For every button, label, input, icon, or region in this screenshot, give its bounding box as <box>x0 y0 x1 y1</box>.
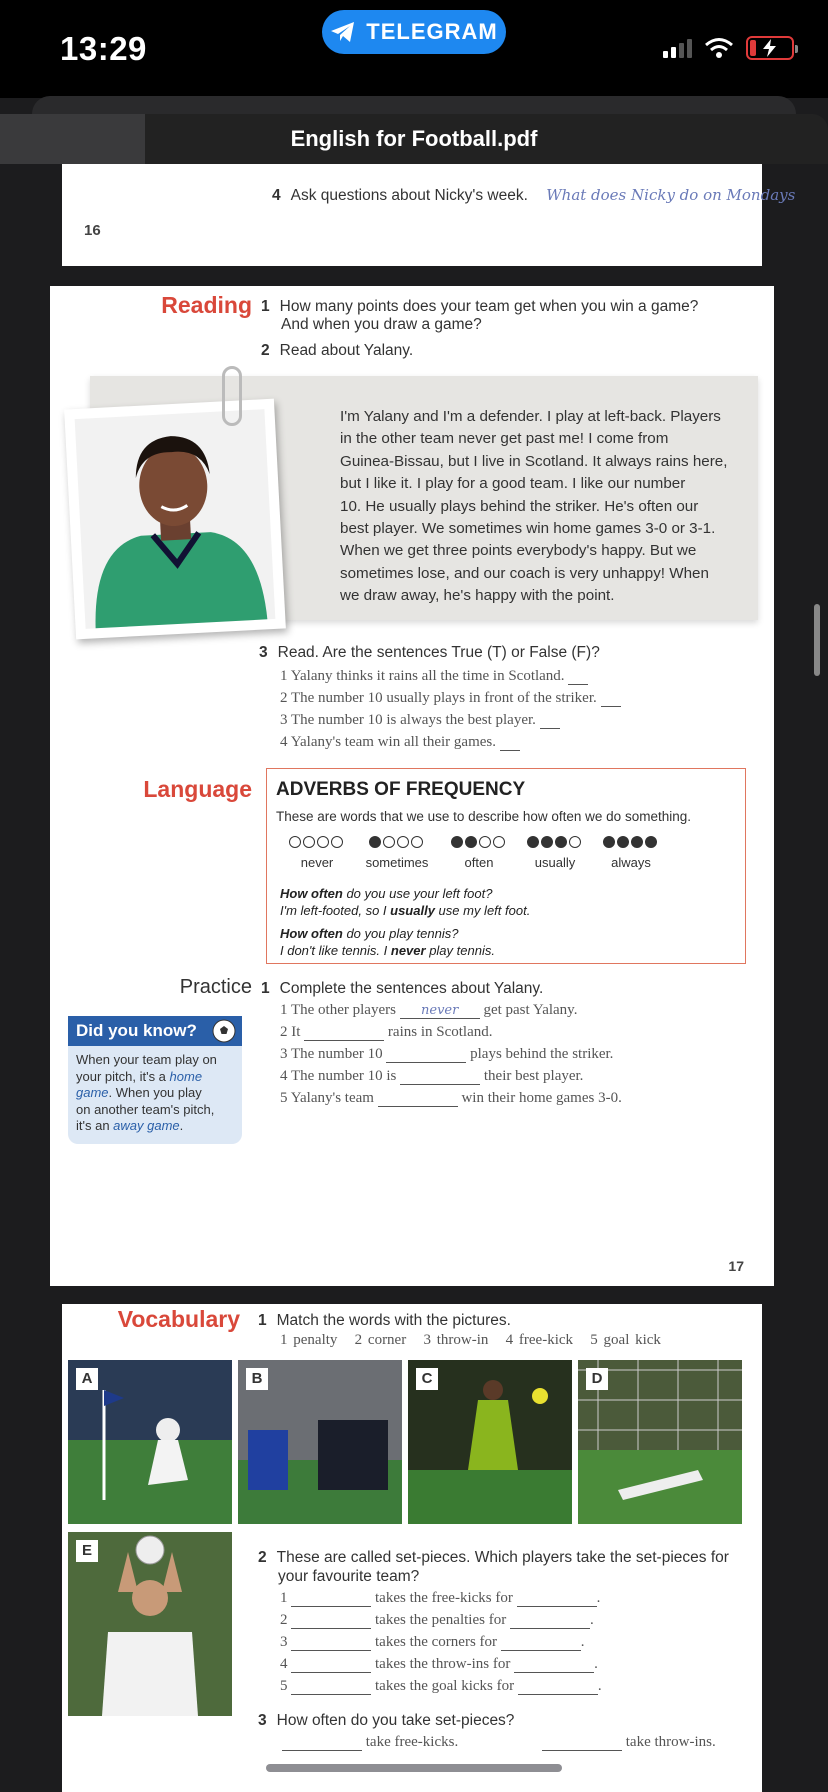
scale-dots <box>357 833 437 851</box>
filled-dot-icon <box>603 836 615 848</box>
photo-tag: B <box>246 1368 268 1390</box>
vocab-q2: 2 These are called set-pieces. Which players take the set-pieces for your favourite team? <box>258 1549 729 1585</box>
tf-statement-1: 1 Yalany thinks it rains all the time in Scotland. <box>280 668 588 685</box>
practice-q1: 1 Complete the sentences about Yalany. <box>261 980 544 997</box>
telegram-label: TELEGRAM <box>366 19 498 44</box>
vocab-q3-line-left: take free-kicks. <box>282 1734 458 1751</box>
reading-label: Reading <box>161 292 252 318</box>
filled-dot-icon <box>527 836 539 848</box>
empty-dot-icon <box>317 836 329 848</box>
adverbs-box <box>266 768 746 964</box>
empty-dot-icon <box>331 836 343 848</box>
vocab-q3: 3 How often do you take set-pieces? <box>258 1712 515 1729</box>
vocabulary-label: Vocabulary <box>117 1306 240 1332</box>
document-title: English for Football.pdf <box>290 126 538 151</box>
photo-tag: D <box>586 1368 608 1390</box>
empty-dot-icon <box>479 836 491 848</box>
home-indicator[interactable] <box>266 1764 562 1772</box>
reading-q1: 1 How many points does your team get when you win a game? And when you draw a game? <box>261 298 699 333</box>
adverbs-example-2: How often do you play tennis? I don't like tennis. I never play tennis. <box>280 926 495 958</box>
scale-usually: usually <box>519 833 591 870</box>
photo-tag: A <box>76 1368 98 1390</box>
scale-dots <box>519 833 591 851</box>
wifi-icon <box>704 37 734 59</box>
vocab-q3-line-right: take throw-ins. <box>542 1734 716 1751</box>
practice-sentence-2: 2 It rains in Scotland. <box>280 1024 493 1040</box>
practice-sentence-4: 4 The number 10 is their best player. <box>280 1068 584 1084</box>
scale-dots <box>443 833 515 851</box>
filled-dot-icon <box>541 836 553 848</box>
telegram-icon <box>330 21 356 43</box>
football-icon <box>212 1019 236 1043</box>
setpiece-line-4: 4 takes the throw-ins for . <box>280 1656 598 1672</box>
adverbs-title: ADVERBS OF FREQUENCY <box>276 779 526 800</box>
filled-dot-icon <box>451 836 463 848</box>
empty-dot-icon <box>303 836 315 848</box>
pdf-page-17 <box>50 286 774 1286</box>
setpiece-line-1: 1 takes the free-kicks for . <box>280 1590 601 1606</box>
scale-often: often <box>443 833 515 870</box>
scale-always: always <box>595 833 667 870</box>
empty-dot-icon <box>569 836 581 848</box>
practice-label: Practice <box>179 976 252 998</box>
empty-dot-icon <box>493 836 505 848</box>
filled-dot-icon <box>631 836 643 848</box>
setpiece-line-3: 3 takes the corners for . <box>280 1634 585 1650</box>
photo-e-throw-in <box>68 1532 232 1716</box>
player-photo <box>64 399 286 640</box>
pdf-page-18 <box>62 1304 762 1792</box>
pdf-page-16 <box>62 164 796 266</box>
adverbs-example-1: How often do you use your left foot? I'm left-footed, so I usually use my left foot. <box>280 886 531 918</box>
frequency-scale <box>281 833 721 877</box>
language-label: Language <box>143 776 252 802</box>
did-you-know-text: When your team play on your pitch, it's a home game. When you play on another team's pitch, it's an away game. <box>76 1052 217 1133</box>
vocab-word-list: 1 penalty 2 corner 3 throw-in 4 free-kick 5 goal kick <box>280 1332 661 1348</box>
reading-q3: 3 Read. Are the sentences True (T) or False (F)? <box>259 644 600 661</box>
filled-dot-icon <box>369 836 381 848</box>
page-number: 17 <box>728 1258 744 1274</box>
filled-dot-icon <box>465 836 477 848</box>
did-you-know-box <box>68 1016 242 1144</box>
tf-statement-3: 3 The number 10 is always the best player. <box>280 712 560 729</box>
vocab-q1: 1 Match the words with the pictures. <box>258 1312 511 1329</box>
paper-clip-icon <box>222 366 242 426</box>
handwritten-answer: What does Nicky do on Mondays <box>546 186 796 204</box>
back-to-telegram-button[interactable] <box>322 10 506 54</box>
scrollbar[interactable] <box>814 604 820 676</box>
document-title-bar <box>0 114 828 164</box>
did-you-know-title: Did you know? <box>68 1016 242 1046</box>
battery-charging-icon <box>746 36 794 60</box>
tf-statement-2: 2 The number 10 usually plays in front of the striker. <box>280 690 621 707</box>
reading-q2: 2 Read about Yalany. <box>261 342 414 359</box>
tf-statement-4: 4 Yalany's team win all their games. <box>280 734 520 751</box>
scale-dots <box>281 833 353 851</box>
status-time: 13:29 <box>60 30 147 67</box>
setpiece-line-5: 5 takes the goal kicks for . <box>280 1678 602 1694</box>
empty-dot-icon <box>289 836 301 848</box>
cellular-signal-icon <box>663 38 692 58</box>
practice-sentence-1: 1 The other players never get past Yalany. <box>280 1002 578 1018</box>
filled-dot-icon <box>645 836 657 848</box>
photo-tag: E <box>76 1540 98 1562</box>
photo-tag: C <box>416 1368 438 1390</box>
practice-sentence-5: 5 Yalany's team win their home games 3-0. <box>280 1090 622 1106</box>
page16-question: 4 Ask questions about Nicky's week. What does Nicky do on Mondays <box>272 186 796 204</box>
filled-dot-icon <box>617 836 629 848</box>
practice-sentence-3: 3 The number 10 plays behind the striker. <box>280 1046 614 1062</box>
scale-dots <box>595 833 667 851</box>
scale-never: never <box>281 833 353 870</box>
empty-dot-icon <box>397 836 409 848</box>
photo-a-corner <box>68 1360 232 1524</box>
filled-dot-icon <box>555 836 567 848</box>
setpiece-line-2: 2 takes the penalties for . <box>280 1612 594 1628</box>
empty-dot-icon <box>383 836 395 848</box>
empty-dot-icon <box>411 836 423 848</box>
adverbs-intro: These are words that we use to describe how often we do something. <box>276 809 691 824</box>
pdf-viewer[interactable] <box>0 164 828 1792</box>
page-number: 16 <box>84 222 101 239</box>
photo-c-goal-kick <box>408 1360 572 1524</box>
status-bar <box>0 0 828 98</box>
photo-d-penalty <box>578 1360 742 1524</box>
photo-b-free-kick <box>238 1360 402 1524</box>
scale-sometimes: sometimes <box>357 833 437 870</box>
passage-text: I'm Yalany and I'm a defender. I play at left-back. Players in the other team never get past me! I come from Guinea-Bissau, but I live in Scotland. It always rains here, but I like it. I play for a good team. I like our number 10. He usually plays behind the striker. He's often our best player. We sometimes win home games 3-0 or 3-1. When we get three points everybody's happy. But we sometimes lose, and our coach is very unhappy! When we draw away, he's happy with the point. <box>340 408 728 605</box>
